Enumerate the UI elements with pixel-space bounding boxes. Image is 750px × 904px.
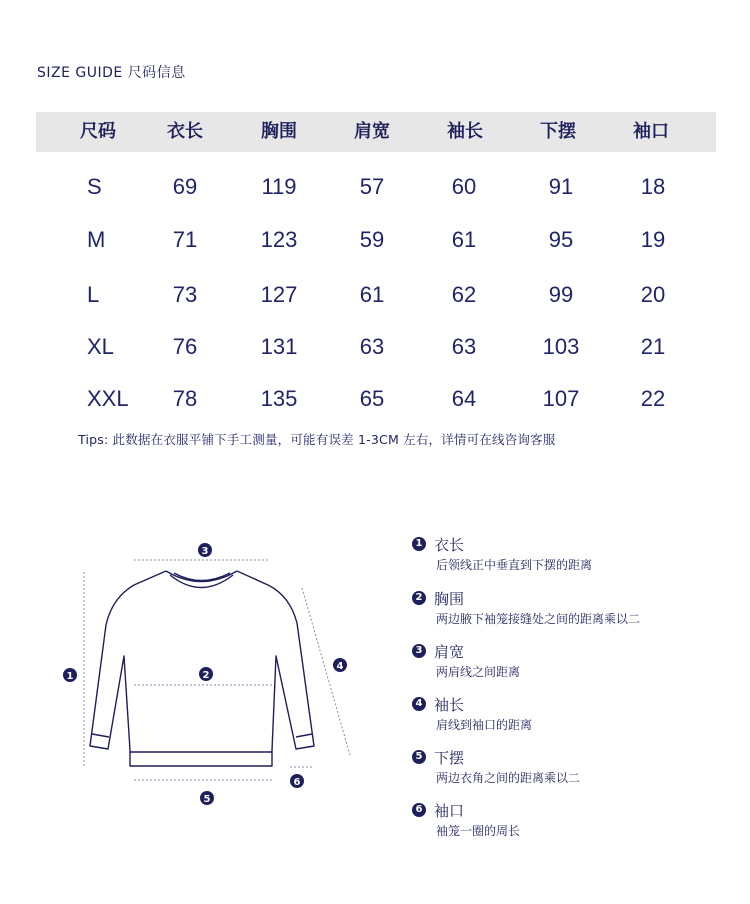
marker-2-label: 2 — [202, 670, 210, 681]
cell-size: XXL — [87, 386, 129, 411]
marker-5-label: 5 — [203, 794, 211, 805]
legend-number: 1 — [412, 537, 426, 551]
cell-shoulder: 61 — [359, 282, 385, 307]
cell-hem: 91 — [548, 174, 574, 199]
left-cuff — [92, 734, 109, 737]
cell-shoulder: 65 — [359, 386, 385, 411]
cell-sleeve: 60 — [451, 174, 477, 199]
legend-number: 3 — [412, 644, 426, 658]
cell-hem: 107 — [542, 386, 580, 411]
cell-sleeve: 62 — [451, 282, 477, 307]
cell-chest: 119 — [261, 174, 297, 199]
header-hem: 下摆 — [540, 121, 576, 142]
legend-number: 2 — [412, 591, 426, 605]
page-title — [37, 62, 186, 82]
legend-desc: 两肩线之间距离 — [436, 665, 521, 679]
header-size: 尺码 — [80, 121, 116, 142]
legend-desc: 两边腋下袖笼接缝处之间的距离乘以二 — [436, 612, 641, 626]
marker-3-label: 3 — [201, 546, 209, 557]
legend-name: 袖长 — [434, 696, 465, 714]
legend-number: 6 — [412, 803, 426, 817]
cell-cuff: 21 — [640, 334, 666, 359]
title-en: SIZE GUIDE — [37, 65, 123, 81]
header-sleeve: 袖长 — [447, 121, 483, 142]
legend-name: 衣长 — [434, 536, 465, 554]
cell-hem: 103 — [542, 334, 580, 359]
marker-6-label: 6 — [293, 777, 301, 788]
cell-size: M — [87, 227, 106, 252]
legend-desc: 肩线到袖口的距离 — [436, 718, 533, 732]
cell-size: XL — [87, 334, 114, 359]
cell-hem: 95 — [548, 227, 574, 252]
header-shoulder: 肩宽 — [354, 121, 390, 142]
legend-name: 胸围 — [434, 590, 465, 608]
cell-size: S — [87, 174, 102, 199]
cell-shoulder: 59 — [359, 227, 385, 252]
collar-inner — [174, 573, 230, 581]
table-header — [36, 112, 716, 152]
legend-number: 4 — [412, 697, 426, 711]
cell-length: 69 — [172, 174, 198, 199]
cell-size: L — [87, 282, 100, 307]
cell-cuff: 18 — [640, 174, 666, 199]
marker-1-label: 1 — [66, 671, 74, 682]
legend-name: 肩宽 — [434, 643, 465, 661]
legend-desc: 两边衣角之间的距离乘以二 — [436, 771, 581, 785]
legend-name: 下摆 — [434, 749, 465, 767]
tips-note: Tips: 此数据在衣服平铺下手工测量，可能有误差 1-3CM 左右，详情可在线咨询客服 — [78, 432, 556, 447]
legend-desc: 袖笼一圈的周长 — [436, 824, 521, 838]
cell-sleeve: 61 — [451, 227, 477, 252]
sweatshirt-diagram — [50, 530, 370, 830]
title-cn: 尺码信息 — [127, 65, 186, 81]
header-length: 衣长 — [167, 121, 203, 142]
right-cuff — [296, 734, 312, 737]
cell-shoulder: 63 — [359, 334, 385, 359]
cell-sleeve: 64 — [451, 386, 477, 411]
cell-length: 73 — [172, 282, 198, 307]
cell-shoulder: 57 — [359, 174, 385, 199]
cell-sleeve: 63 — [451, 334, 477, 359]
cell-length: 76 — [172, 334, 198, 359]
marker-4-label: 4 — [336, 661, 344, 672]
cell-chest: 135 — [260, 386, 298, 411]
cell-chest: 131 — [260, 334, 298, 359]
cell-length: 78 — [172, 386, 198, 411]
cell-cuff: 20 — [640, 282, 666, 307]
header-cuff: 袖口 — [633, 121, 669, 142]
legend-name: 袖口 — [434, 802, 465, 820]
cell-chest: 123 — [260, 227, 298, 252]
legend-number: 5 — [412, 750, 426, 764]
cell-cuff: 19 — [640, 227, 666, 252]
header-chest: 胸围 — [261, 121, 297, 142]
cell-cuff: 22 — [640, 386, 666, 411]
cell-length: 71 — [172, 227, 198, 252]
cell-chest: 127 — [260, 282, 298, 307]
cell-hem: 99 — [548, 282, 574, 307]
legend-desc: 后领线正中垂直到下摆的距离 — [436, 558, 593, 572]
